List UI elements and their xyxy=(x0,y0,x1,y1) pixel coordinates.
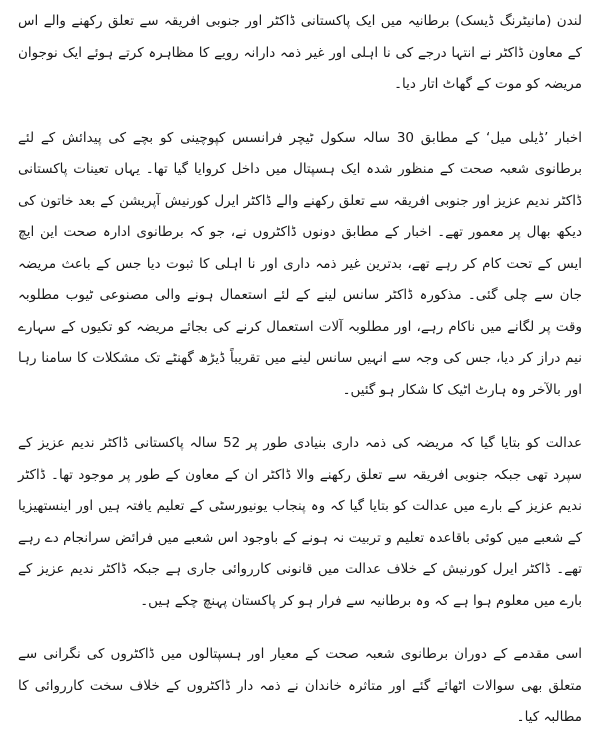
article-paragraph-3: عدالت کو بتایا گیا کہ مریضہ کی ذمہ داری بنیادی طور پر 52 سالہ پاکستانی ڈاکٹر ندیم عزیز کے سپرد تھی جبکہ جنوبی افریقہ سے تعلق رکھنے والا ڈاکٹر ان کے معاون کے طور پر موجود تھا۔ ڈاکٹر ندیم عزیز کے بارے میں عدالت کو بتایا گیا کہ وہ پنجاب یونیورسٹی کے تعلیم یافتہ ہیں اور اینستھیزیا کے شعبے میں کوئی باقاعدہ تعلیم و تربیت نہ ہونے کے باوجود اس شعبے میں فرائض سرانجام دے رہے تھے۔ ڈاکٹر ایرل کورنیش کے خلاف عدالت میں قانونی کارروائی جاری ہے جبکہ ڈاکٹر ندیم عزیز کے بارے میں معلوم ہوا ہے کہ وہ برطانیہ سے فرار ہو کر پاکستان پہنچ چکے ہیں۔ xyxy=(18,435,583,609)
article-paragraph-2: اخبار ’ڈیلی میل‘ کے مطابق 30 سالہ سکول ٹیچر فرانسس کپوچینی کو بچے کی پیدائش کے لئے برطانوی شعبہ صحت کے منظور شدہ ایک ہسپتال میں داخل کروایا گیا تھا۔ یہاں تعینات پاکستانی ڈاکٹر ندیم عزیز اور جنوبی افریقہ سے تعلق رکھنے والے ڈاکٹر ایرل کورنیش آپریشن کے بعد خاتون کی دیکھ بھال پر معمور تھے۔ اخبار کے مطابق دونوں ڈاکٹروں نے، جو کہ برطانوی ادارہ صحت این ایچ ایس کے تحت کام کر رہے تھے، بدترین غیر ذمہ داری اور نا اہلی کا ثبوت دیا جس کے باعث مریضہ جان سے چلی گئی۔ مذکورہ ڈاکٹر سانس لینے کے لئے استعمال ہونے والی مصنوعی ٹیوب مطلوبہ وقت پر لگانے میں ناکام رہے، اور مطلوبہ آلات استعمال کرنے کی بجائے مریضہ کو تکیوں کے سہارے نیم دراز کر دیا، جس کی وجہ سے انہیں سانس لینے میں تقریباً ڈیڑھ گھنٹے تک مشکلات کا سامنا رہا اور بالآخر وہ ہارٹ اٹیک کا شکار ہو گئیں۔ xyxy=(18,129,582,398)
article-paragraph-4: اسی مقدمے کے دوران برطانوی شعبہ صحت کے معیار اور ہسپتالوں میں ڈاکٹروں کی نگرانی سے متعلق بھی سوالات اٹھائے گئے اور متاثرہ خاندان نے ذمہ دار ڈاکٹروں کے خلاف سخت کارروائی کا مطالبہ کیا۔ xyxy=(18,646,582,725)
article-paragraph-1: لندن (مانیٹرنگ ڈیسک) برطانیہ میں ایک پاکستانی ڈاکٹر اور جنوبی افریقہ سے تعلق رکھنے والے اس کے معاون ڈاکٹر نے انتہا درجے کی نا اہلی اور غیر ذمہ دارانہ رویے کا مظاہرہ کرتے ہوئے ایک نوجوان مریضہ کو موت کے گھاٹ اتار دیا۔ xyxy=(18,13,582,92)
